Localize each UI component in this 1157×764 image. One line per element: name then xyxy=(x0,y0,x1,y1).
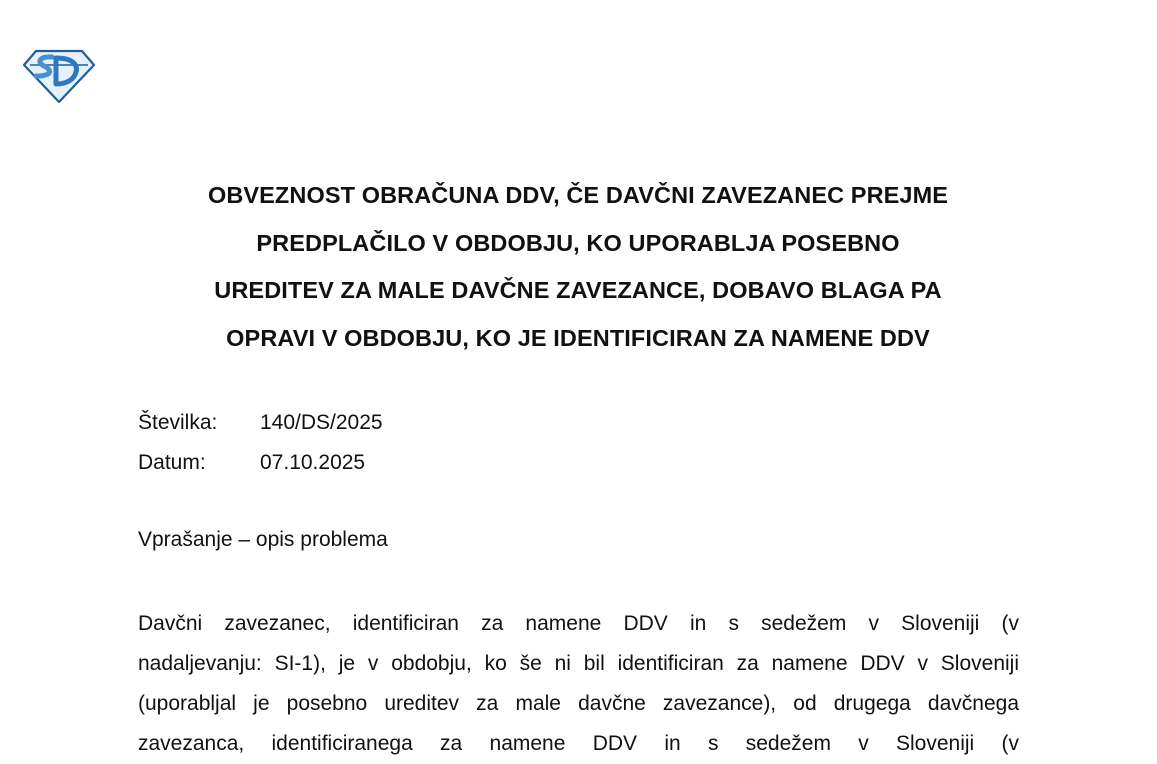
fu-logo xyxy=(22,48,96,104)
paragraph-line: (uporabljal je posebno ureditev za male davčne zavezance), od drugega davčnega xyxy=(138,692,1019,715)
document-meta xyxy=(138,403,383,483)
paragraph-line: zavezanca, identificiranega za namene DDV in s sedežem v Sloveniji (v xyxy=(138,732,1019,755)
meta-date-row xyxy=(138,443,383,483)
section-heading: Vprašanje – opis problema xyxy=(138,528,388,551)
document-title xyxy=(128,172,1028,362)
date-value: 07.10.2025 xyxy=(260,451,366,474)
paragraph-line: Davčni zavezanec, identificiran za namene DDV in s sedežem v Sloveniji (v xyxy=(138,612,1019,635)
meta-number-row xyxy=(138,403,383,443)
title-line: UREDITEV ZA MALE DAVČNE ZAVEZANCE, DOBAVO BLAGA PA xyxy=(214,277,942,303)
title-line: OPRAVI V OBDOBJU, KO JE IDENTIFICIRAN ZA NAMENE DDV xyxy=(226,324,930,351)
paragraph-line: nadaljevanju: SI-1), je v obdobju, ko še ni bil identificiran za namene DDV v Sloveniji xyxy=(138,652,1019,675)
title-line: OBVEZNOST OBRAČUNA DDV, ČE DAVČNI ZAVEZANEC PREJME xyxy=(207,182,949,208)
title-line: PREDPLAČILO V OBDOBJU, KO UPORABLJA POSEBNO xyxy=(256,229,900,256)
body-paragraph xyxy=(138,604,1019,764)
number-value: 140/DS/2025 xyxy=(260,411,383,434)
number-label: Številka: xyxy=(138,411,218,434)
seal-logo-icon xyxy=(22,48,96,104)
date-label: Datum: xyxy=(138,451,206,474)
